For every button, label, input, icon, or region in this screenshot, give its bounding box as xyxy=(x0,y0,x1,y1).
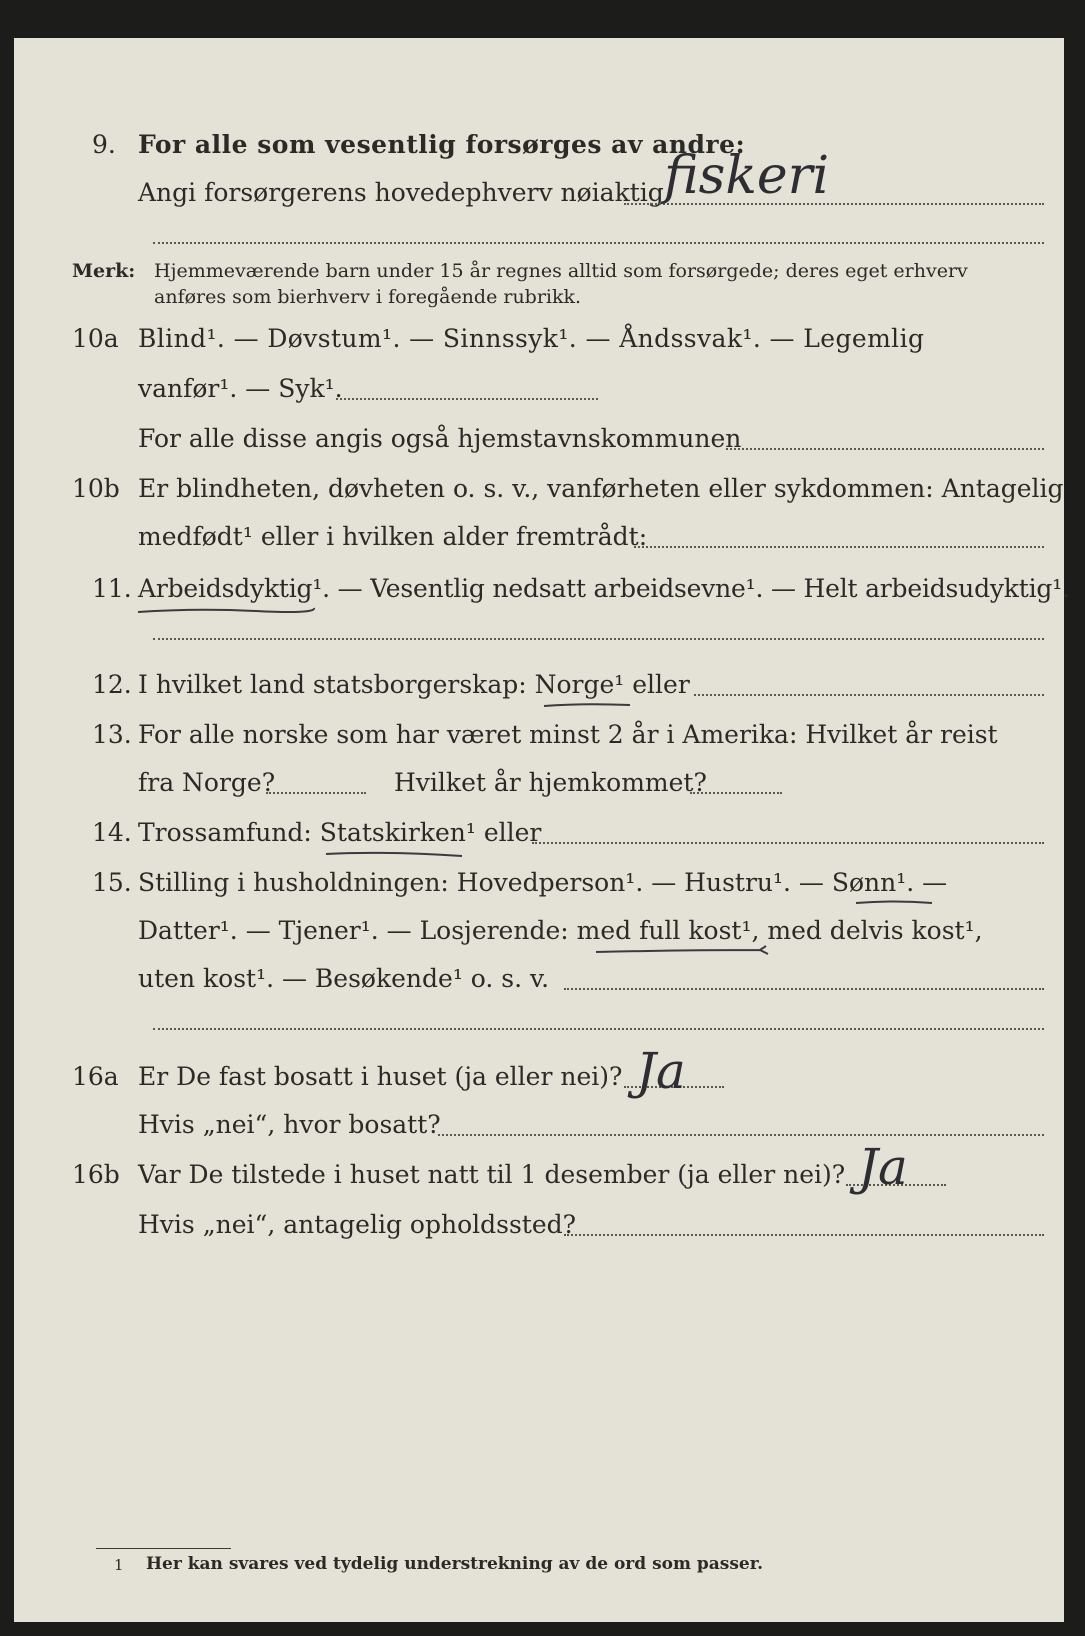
q10a-line3: For alle disse angis også hjemstavnskommunen xyxy=(138,424,742,453)
q9-extra-line xyxy=(153,242,1044,244)
q13-year-returned-line[interactable] xyxy=(690,792,782,794)
q10a-home-municipality-line[interactable] xyxy=(726,448,1044,450)
q13-number: 13. xyxy=(92,720,132,749)
q13-year-left-line[interactable] xyxy=(266,792,366,794)
q13-line2b: Hvilket år hjemkommet? xyxy=(394,768,707,797)
merk-label: Merk: xyxy=(72,260,136,282)
q16b-number: 16b xyxy=(72,1160,120,1189)
footnote-rule xyxy=(96,1548,231,1549)
q9-number: 9. xyxy=(92,130,116,159)
q10b-line2: medfødt¹ eller i hvilken alder fremtrådt: xyxy=(138,522,648,551)
q16b-handwritten-answer: Ja xyxy=(858,1138,908,1196)
q10a-line2: vanfør¹. — Syk¹. xyxy=(138,374,343,403)
q11-extra-line xyxy=(153,638,1044,640)
q16a-line1: Er De fast bosatt i huset (ja eller nei)? xyxy=(138,1062,623,1091)
q9-line1: For alle som vesentlig forsørges av andre: xyxy=(138,130,746,159)
q10a-syk-line[interactable] xyxy=(336,398,598,400)
q16b-location-line[interactable] xyxy=(564,1234,1044,1236)
footnote-mark: 1 xyxy=(114,1556,124,1574)
q12-number: 12. xyxy=(92,670,132,699)
q12-line1: I hvilket land statsborgerskap: Norge¹ eller xyxy=(138,670,690,699)
q16a-number: 16a xyxy=(72,1062,119,1091)
merk-line1: Hjemmeværende barn under 15 år regnes alltid som forsørgede; deres eget erhverv xyxy=(154,260,968,282)
q11-line1: Arbeidsdyktig¹. — Vesentlig nedsatt arbeidsevne¹. — Helt arbeidsudyktig¹. xyxy=(138,574,1070,603)
q16a-handwritten-answer: Ja xyxy=(636,1042,686,1100)
merk-line2: anføres som bierhverv i foregående rubrikk. xyxy=(154,286,582,308)
q11-number: 11. xyxy=(92,574,132,603)
q15-line2: Datter¹. — Tjener¹. — Losjerende: med full kost¹, med delvis kost¹, xyxy=(138,916,983,945)
footnote-text: Her kan svares ved tydelig understrekning av de ord som passer. xyxy=(146,1554,764,1574)
q16a-line2: Hvis „nei“, hvor bosatt? xyxy=(138,1110,441,1139)
q13-line2a: fra Norge? xyxy=(138,768,276,797)
q11-underline-mark xyxy=(136,604,316,618)
q14-underline-mark xyxy=(324,848,464,860)
q15-sonn-underline-mark xyxy=(854,898,934,908)
q9-line2: Angi forsørgerens hovedерhverv nøiaktig xyxy=(138,178,664,207)
q14-line1: Trossamfund: Statskirken¹ eller xyxy=(138,818,542,847)
census-form-page xyxy=(14,38,1070,1622)
q14-faith-line[interactable] xyxy=(532,842,1044,844)
q15-full-kost-underline-mark xyxy=(594,944,774,960)
q10b-answer-line[interactable] xyxy=(634,546,1044,548)
q15-line1: Stilling i husholdningen: Hovedperson¹. — Hustru¹. — Sønn¹. — xyxy=(138,868,948,897)
q15-answer-line[interactable] xyxy=(564,988,1044,990)
q16b-line1: Var De tilstede i huset natt til 1 desember (ja eller nei)? xyxy=(138,1160,846,1189)
q12-underline-mark xyxy=(542,700,632,710)
q15-line3: uten kost¹. — Besøkende¹ o. s. v. xyxy=(138,964,550,993)
q10a-line1: Blind¹. — Døvstum¹. — Sinnssyk¹. — Åndssvak¹. — Legemlig xyxy=(138,324,925,353)
q16b-line2: Hvis „nei“, antagelig opholdssted? xyxy=(138,1210,577,1239)
q9-handwritten-answer: fiskeri xyxy=(664,146,830,206)
q15-number: 15. xyxy=(92,868,132,897)
q10a-number: 10a xyxy=(72,324,119,353)
q10b-number: 10b xyxy=(72,474,120,503)
q12-country-line[interactable] xyxy=(694,694,1044,696)
q16a-residence-line[interactable] xyxy=(438,1134,1044,1136)
q13-line1: For alle norske som har været minst 2 år i Amerika: Hvilket år reist xyxy=(138,720,998,749)
q15-extra-line xyxy=(153,1028,1044,1030)
q10b-line1: Er blindheten, døvheten o. s. v., vanførheten eller sykdommen: Antagelig xyxy=(138,474,1064,503)
q14-number: 14. xyxy=(92,818,132,847)
